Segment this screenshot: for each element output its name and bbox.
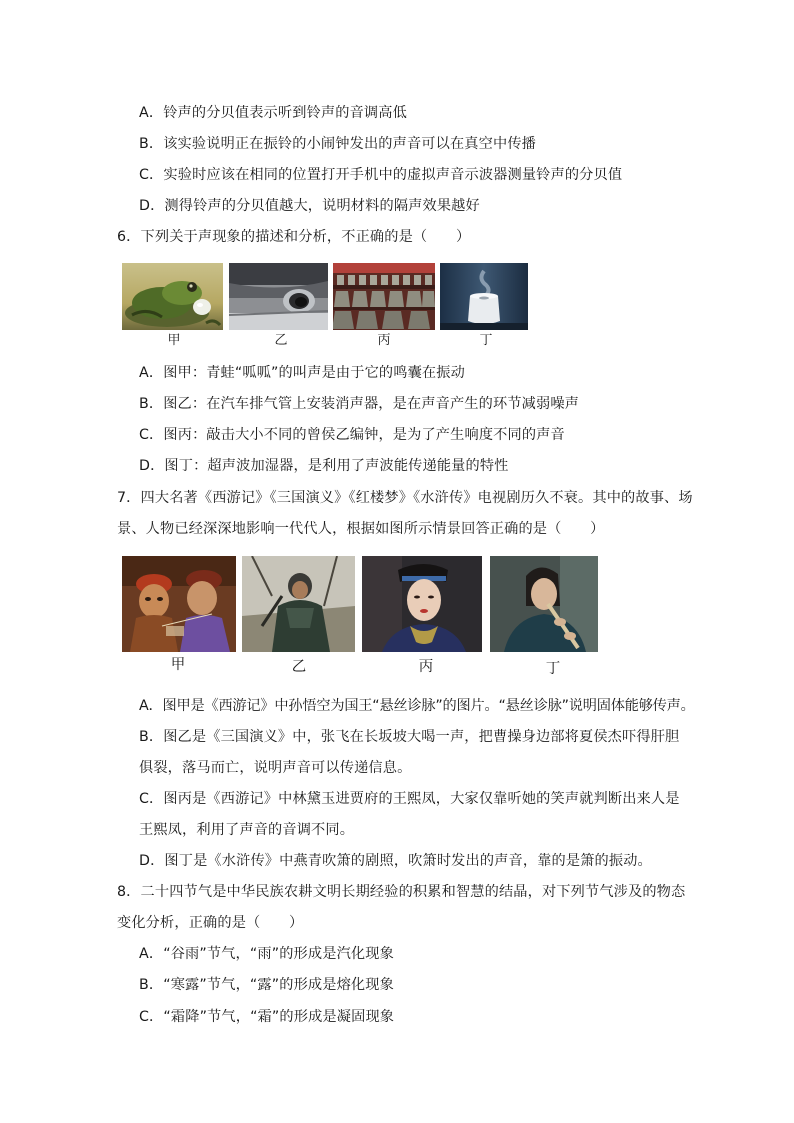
bianzhong-bells-image bbox=[333, 263, 435, 330]
q8-option-b: B．“寒露”节气，“露”的形成是熔化现象 bbox=[139, 977, 394, 993]
q5-option-a: A．铃声的分贝值表示听到铃声的音调高低 bbox=[139, 105, 407, 121]
q8-stem-line1: 8．二十四节气是中华民族农耕文明长期经验的积累和智慧的结晶，对下列节气涉及的物态 bbox=[117, 884, 686, 900]
q6-option-c: C．图丙：敲击大小不同的曾侯乙编钟，是为了产生响度不同的声音 bbox=[139, 427, 565, 443]
humidifier-image bbox=[440, 263, 528, 330]
q7-caption-ding: 丁 bbox=[545, 661, 561, 677]
dream-red-mansions-image bbox=[362, 556, 482, 652]
q5-option-b: B．该实验说明正在振铃的小闹钟发出的声音可以在真空中传播 bbox=[139, 136, 536, 152]
q6-option-d: D．图丁：超声波加湿器，是利用了声波能传递能量的特性 bbox=[139, 458, 509, 474]
q8-option-a: A．“谷雨”节气，“雨”的形成是汽化现象 bbox=[139, 946, 394, 962]
q7-option-b-line2: 俱裂，落马而亡，说明声音可以传递信息。 bbox=[139, 760, 412, 776]
q7-option-a: A．图甲是《西游记》中孙悟空为国王“悬丝诊脉”的图片。“悬丝诊脉”说明固体能够传声。 bbox=[139, 698, 695, 714]
exhaust-pipe-image bbox=[229, 263, 328, 330]
q6-caption-jia: 甲 bbox=[167, 333, 181, 348]
q7-caption-jia: 甲 bbox=[170, 657, 186, 673]
q8-stem-line2: 变化分析，正确的是（ ） bbox=[117, 915, 304, 931]
q5-option-d: D．测得铃声的分贝值越大，说明材料的隔声效果越好 bbox=[139, 198, 480, 214]
q7-caption-yi: 乙 bbox=[291, 659, 307, 675]
frog-image bbox=[122, 263, 223, 330]
q6-caption-bing: 丙 bbox=[377, 333, 391, 348]
q7-option-d: D．图丁是《水浒传》中燕青吹箫的剧照，吹箫时发出的声音，靠的是箫的振动。 bbox=[139, 853, 652, 869]
q7-option-c-line1: C．图丙是《西游记》中林黛玉进贾府的王熙凤，大家仅靠听她的笑声就判断出来人是 bbox=[139, 791, 680, 807]
water-margin-image bbox=[490, 556, 598, 652]
q6-caption-yi: 乙 bbox=[274, 333, 288, 348]
q7-option-b-line1: B．图乙是《三国演义》中，张飞在长坂坡大喝一声，把曹操身边部将夏侯杰吓得肝胆 bbox=[139, 729, 680, 745]
q7-caption-bing: 丙 bbox=[418, 659, 434, 675]
q7-option-c-line2: 王熙凤，利用了声音的音调不同。 bbox=[139, 822, 355, 838]
q6-option-a: A．图甲：青蛙“呱呱”的叫声是由于它的鸣囊在振动 bbox=[139, 365, 465, 381]
q6-option-b: B．图乙：在汽车排气管上安装消声器，是在声音产生的环节减弱噪声 bbox=[139, 396, 580, 412]
journey-west-image bbox=[122, 556, 236, 652]
q6-stem: 6．下列关于声现象的描述和分析，不正确的是（ ） bbox=[117, 229, 471, 245]
q8-option-c: C．“霜降”节气，“霜”的形成是凝固现象 bbox=[139, 1009, 395, 1025]
q7-stem-line2: 景、人物已经深深地影响一代代人，根据如图所示情景回答正确的是（ ） bbox=[117, 521, 605, 537]
three-kingdoms-image bbox=[242, 556, 355, 652]
q7-stem-line1: 7．四大名著《西游记》《三国演义》《红楼梦》《水浒传》电视剧历久不衰。其中的故事、场 bbox=[117, 490, 693, 506]
q6-caption-ding: 丁 bbox=[479, 333, 493, 348]
q5-option-c: C．实验时应该在相同的位置打开手机中的虚拟声音示波器测量铃声的分贝值 bbox=[139, 167, 623, 183]
